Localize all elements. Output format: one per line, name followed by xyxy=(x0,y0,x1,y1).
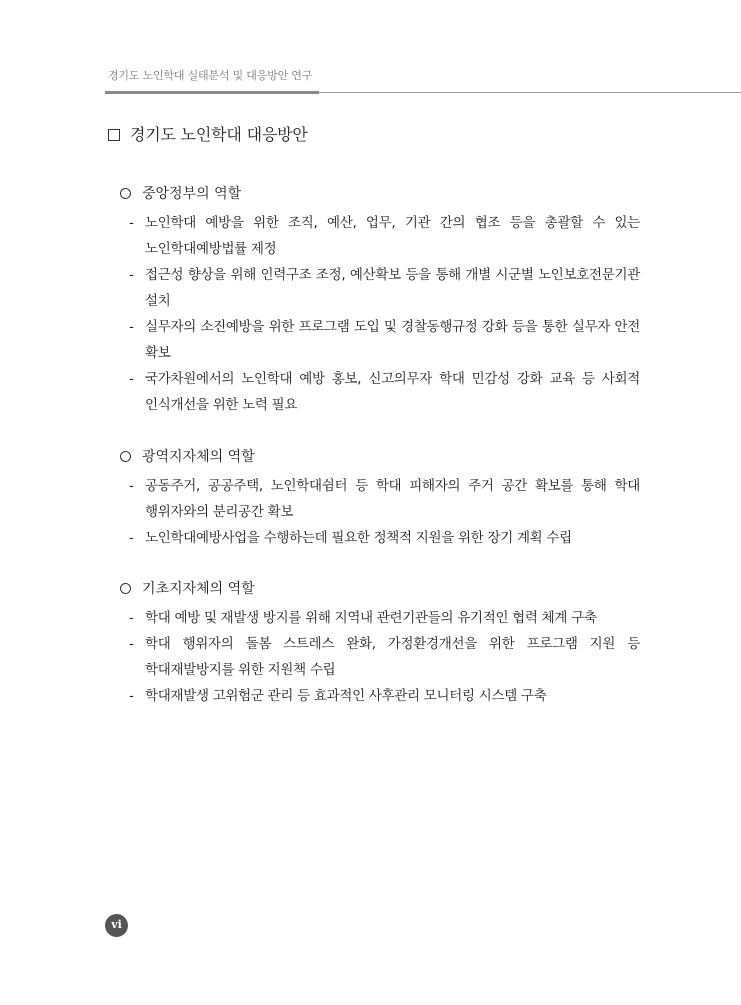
list-item-text: 노인학대 예방을 위한 조직, 예산, 업무, 기관 간의 협조 등을 총괄할 수 있는 노인학대예방법률 제정 xyxy=(145,215,640,257)
list-item-text: 공동주거, 공공주택, 노인학대쉼터 등 학대 피해자의 주거 공간 확보를 통해 학대 행위자와의 분리공간 확보 xyxy=(145,478,640,520)
list-item-text: 실무자의 소진예방을 위한 프로그램 도입 및 경찰동행규정 강화 등을 통한 실무자 안전 확보 xyxy=(145,319,640,361)
list-item xyxy=(120,473,640,525)
subsection-title xyxy=(120,184,640,204)
circle-bullet-icon xyxy=(120,583,131,594)
list-item-text: 학대 행위자의 돌봄 스트레스 완화, 가정환경개선을 위한 프로그램 지원 등 학대재발방지를 위한 지원책 수립 xyxy=(145,636,640,678)
dash-bullet-icon: - xyxy=(129,610,134,626)
dash-bullet-icon: - xyxy=(129,478,134,494)
subsection-title xyxy=(120,579,640,599)
list-item-text: 국가차원에서의 노인학대 예방 홍보, 신고의무자 학대 민감성 강화 교육 등 사회적 인식개선을 위한 노력 필요 xyxy=(145,371,640,413)
header-rule-accent xyxy=(105,91,319,94)
list-item xyxy=(120,605,640,631)
subsection-title-text: 기초지자체의 역할 xyxy=(142,581,255,597)
section-title xyxy=(108,122,308,145)
list-item-text: 노인학대예방사업을 수행하는데 필요한 정책적 지원을 위한 장기 계획 수립 xyxy=(145,530,572,546)
list-item xyxy=(120,262,640,314)
list-item xyxy=(120,683,640,709)
dash-bullet-icon: - xyxy=(129,215,134,231)
list-item xyxy=(120,366,640,418)
list-item-text: 학대재발생 고위험군 관리 등 효과적인 사후관리 모니터링 시스템 구축 xyxy=(145,688,547,704)
list-item xyxy=(120,631,640,683)
dash-bullet-icon: - xyxy=(129,267,134,283)
list-item-text: 학대 예방 및 재발생 방지를 위해 지역내 관련기관들의 유기적인 협력 체계 구축 xyxy=(145,610,597,626)
list-item xyxy=(120,525,640,551)
list-item xyxy=(120,210,640,262)
subsection-title-text: 중앙정부의 역할 xyxy=(142,186,242,202)
circle-bullet-icon xyxy=(120,451,131,462)
running-header: 경기도 노인학대 실태분석 및 대응방안 연구 xyxy=(108,69,313,82)
dash-bullet-icon: - xyxy=(129,371,134,387)
dash-bullet-icon: - xyxy=(129,636,134,652)
subsection-metropolitan-government xyxy=(120,447,640,551)
page-number-badge: vi xyxy=(105,914,128,937)
subsection-local-government xyxy=(120,579,640,709)
section-title-text: 경기도 노인학대 대응방안 xyxy=(130,125,308,144)
circle-bullet-icon xyxy=(120,188,131,199)
list-item xyxy=(120,314,640,366)
list-item-text: 접근성 향상을 위해 인력구조 조정, 예산확보 등을 통해 개별 시군별 노인보호전문기관 설치 xyxy=(145,267,640,309)
dash-bullet-icon: - xyxy=(129,530,134,546)
dash-bullet-icon: - xyxy=(129,319,134,335)
subsection-central-government xyxy=(120,184,640,418)
dash-bullet-icon: - xyxy=(129,688,134,704)
subsection-title-text: 광역지자체의 역할 xyxy=(142,449,255,465)
subsection-title xyxy=(120,447,640,467)
square-bullet-icon xyxy=(108,129,120,141)
